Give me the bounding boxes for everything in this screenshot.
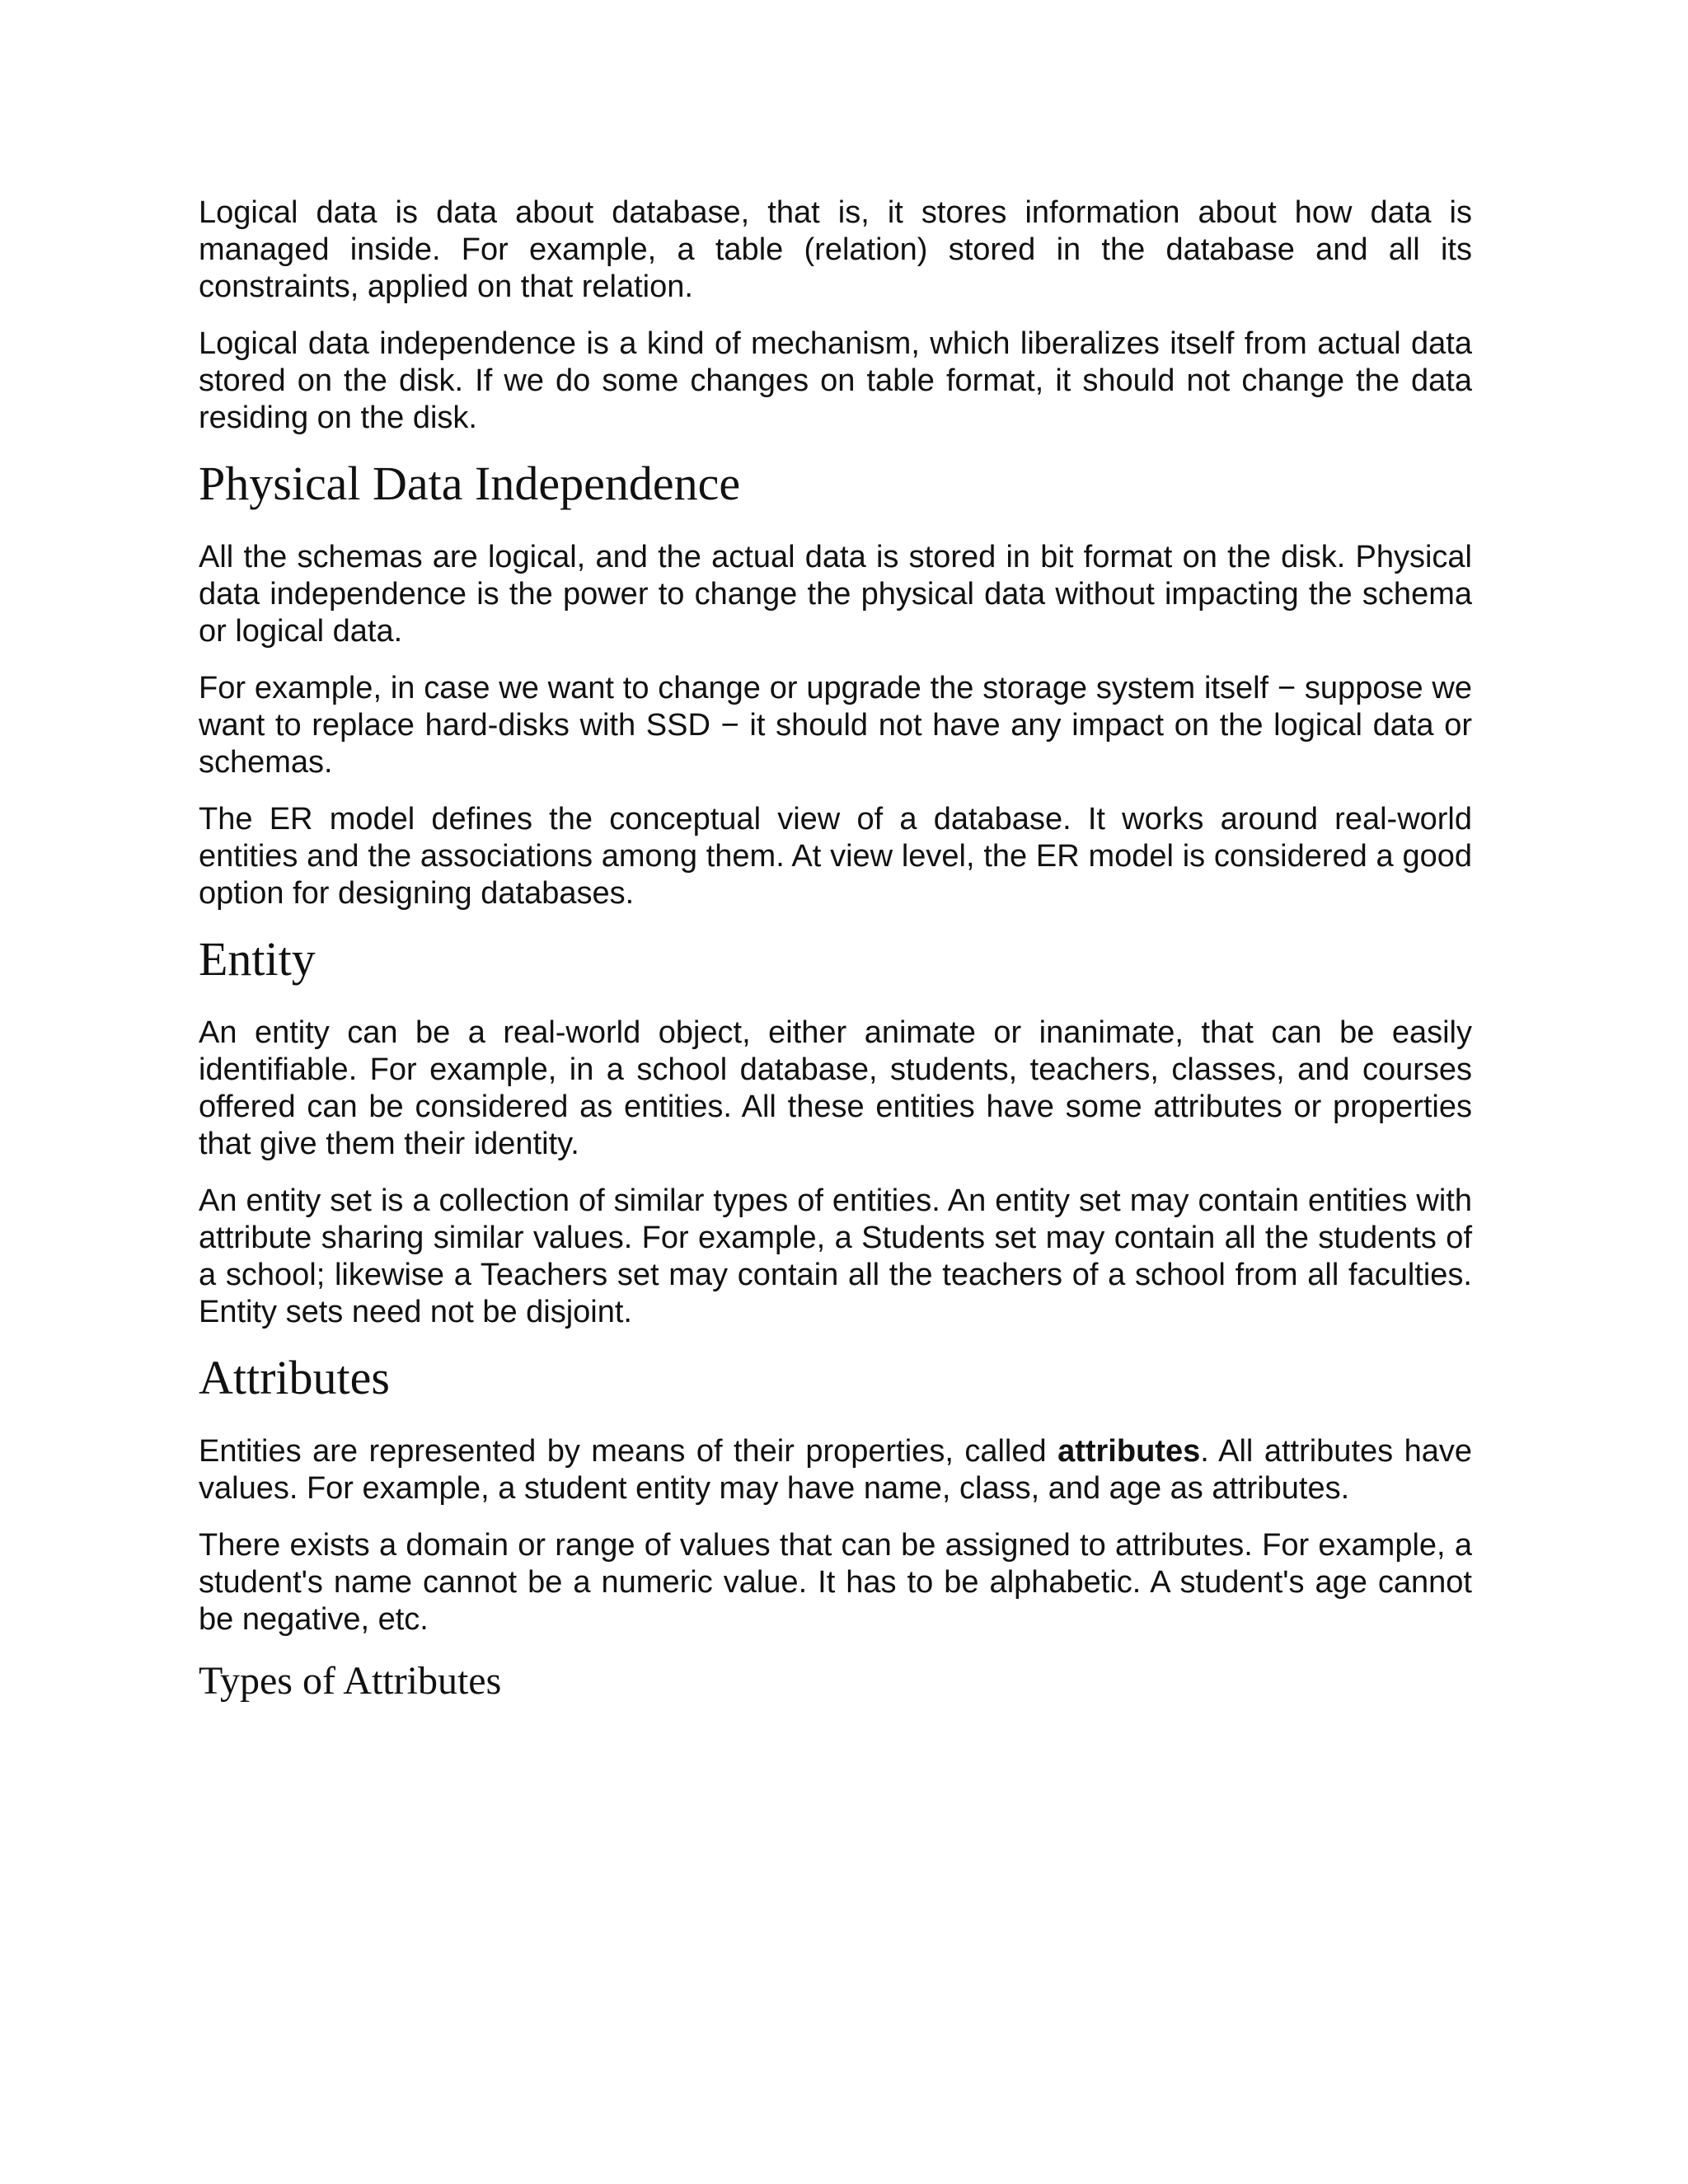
- paragraph-entity-definition: An entity can be a real-world object, either animate or inanimate, that can be easily identifiable. For example, in a school database, students, teachers, classes, and courses offered can be considered as entities. All these entities have some attributes or properties that give them their identity.: [199, 1015, 1472, 1161]
- page-content: [199, 194, 1472, 1704]
- paragraph-attribute-domain: There exists a domain or range of values that can be assigned to attributes. For example, a student's name cannot be a numeric value. It has to be alphabetic. A student's age cannot be negative, etc.: [199, 1528, 1472, 1637]
- heading-attributes: Attributes: [199, 1351, 390, 1404]
- heading-physical-data-independence: Physical Data Independence: [199, 457, 741, 510]
- paragraph-er-model: The ER model defines the conceptual view of a database. It works around real-world entities and the associations among them. At view level, the ER model is considered a good option for designing databases.: [199, 802, 1472, 911]
- attributes-bold-term: attributes: [1057, 1434, 1201, 1469]
- heading-types-of-attributes: Types of Attributes: [199, 1659, 502, 1703]
- attributes-text-before: Entities are represented by means of their properties, called: [199, 1434, 1058, 1469]
- paragraph-logical-data: Logical data is data about database, that is, it stores information about how data is managed inside. For example, a table (relation) stored in the database and all its constraints, applied on that relation.: [199, 195, 1472, 304]
- paragraph-attributes-definition: [199, 1433, 1472, 1507]
- paragraph-entity-set: An entity set is a collection of similar types of entities. An entity set may contain entities with attribute sharing similar values. For example, a Students set may contain all the students of a school; likewise a Teachers set may contain all the teachers of a school from all faculties. Entity sets need not be disjoint.: [199, 1183, 1472, 1329]
- heading-entity: Entity: [199, 932, 316, 986]
- attributes-text-after: . All attributes have values. For example, a student entity may have name, class, and age as attributes.: [199, 1434, 1472, 1506]
- paragraph-schemas: All the schemas are logical, and the actual data is stored in bit format on the disk. Physical data independence is the power to change the physical data without impacting the schema or logical data.: [199, 540, 1472, 649]
- paragraph-logical-independence: Logical data independence is a kind of mechanism, which liberalizes itself from actual data stored on the disk. If we do some changes on table format, it should not change the data residing on the disk.: [199, 326, 1472, 435]
- paragraph-storage-example: For example, in case we want to change or upgrade the storage system itself − suppose we want to replace hard-disks with SSD − it should not have any impact on the logical data or schemas.: [199, 671, 1472, 780]
